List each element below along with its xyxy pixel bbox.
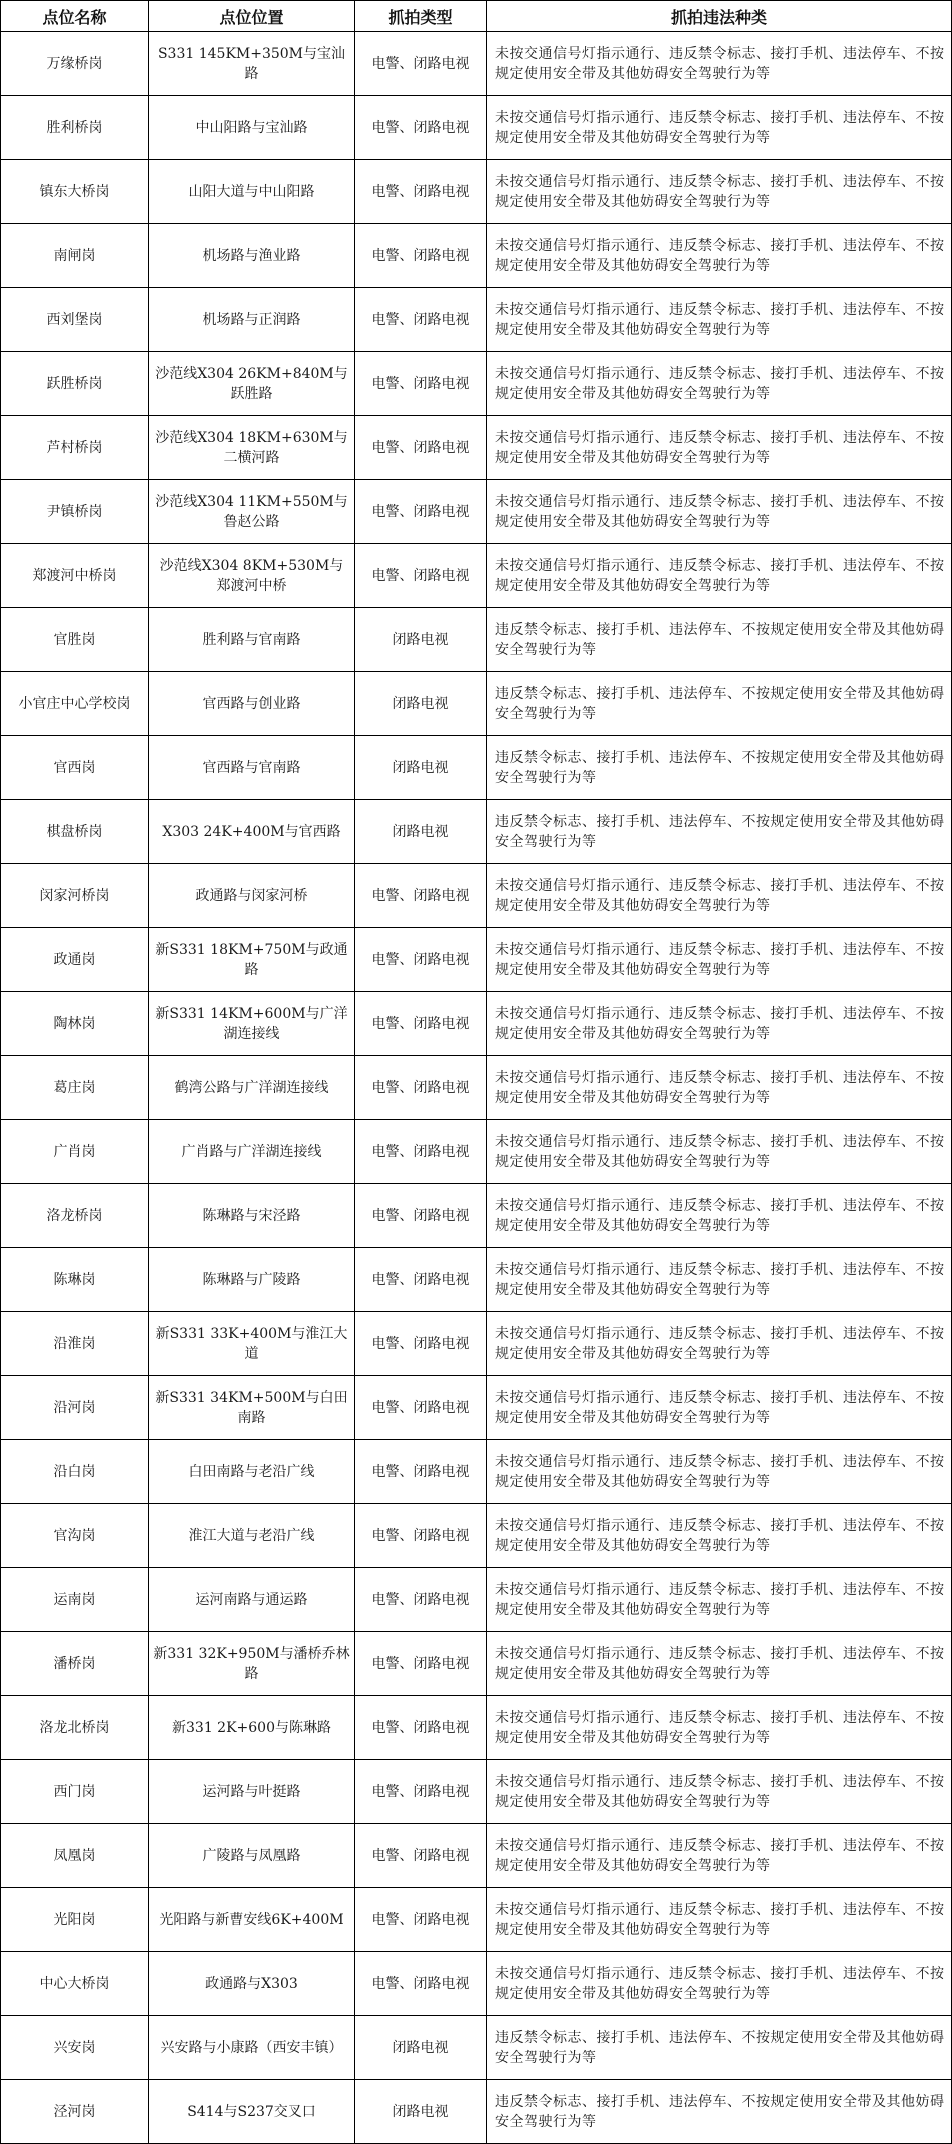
table-row [1, 1824, 952, 1888]
table-row [1, 1376, 952, 1440]
point-location-cell: X303 24K+400M与官西路 [149, 800, 355, 864]
point-location-cell: 胜利路与官南路 [149, 608, 355, 672]
violation-types-cell: 未按交通信号灯指示通行、违反禁令标志、接打手机、违法停车、不按规定使用安全带及其他妨碍安全驾驶行为等 [487, 928, 952, 992]
violation-types-cell: 未按交通信号灯指示通行、违反禁令标志、接打手机、违法停车、不按规定使用安全带及其他妨碍安全驾驶行为等 [487, 1568, 952, 1632]
table-row [1, 1952, 952, 2016]
capture-type-cell: 电警、闭路电视 [355, 480, 487, 544]
header-violation-types: 抓拍违法种类 [487, 1, 952, 32]
violation-types-cell: 违反禁令标志、接打手机、违法停车、不按规定使用安全带及其他妨碍安全驾驶行为等 [487, 608, 952, 672]
point-name-cell: 泾河岗 [1, 2080, 149, 2144]
violation-types-cell: 违反禁令标志、接打手机、违法停车、不按规定使用安全带及其他妨碍安全驾驶行为等 [487, 736, 952, 800]
point-location-cell: 官西路与官南路 [149, 736, 355, 800]
table-row [1, 1696, 952, 1760]
violation-types-cell: 未按交通信号灯指示通行、违反禁令标志、接打手机、违法停车、不按规定使用安全带及其他妨碍安全驾驶行为等 [487, 1632, 952, 1696]
violation-types-cell: 未按交通信号灯指示通行、违反禁令标志、接打手机、违法停车、不按规定使用安全带及其他妨碍安全驾驶行为等 [487, 1312, 952, 1376]
point-location-cell: S331 145KM+350M与宝汕路 [149, 32, 355, 96]
point-name-cell: 郑渡河中桥岗 [1, 544, 149, 608]
capture-type-cell: 电警、闭路电视 [355, 416, 487, 480]
capture-type-cell: 电警、闭路电视 [355, 96, 487, 160]
capture-type-cell: 电警、闭路电视 [355, 992, 487, 1056]
point-location-cell: 沙范线X304 18KM+630M与二横河路 [149, 416, 355, 480]
violation-types-cell: 未按交通信号灯指示通行、违反禁令标志、接打手机、违法停车、不按规定使用安全带及其他妨碍安全驾驶行为等 [487, 224, 952, 288]
point-name-cell: 尹镇桥岗 [1, 480, 149, 544]
point-name-cell: 官沟岗 [1, 1504, 149, 1568]
point-name-cell: 镇东大桥岗 [1, 160, 149, 224]
table-row [1, 1760, 952, 1824]
violation-types-cell: 未按交通信号灯指示通行、违反禁令标志、接打手机、违法停车、不按规定使用安全带及其他妨碍安全驾驶行为等 [487, 1120, 952, 1184]
point-location-cell: 广肖路与广洋湖连接线 [149, 1120, 355, 1184]
table-row [1, 864, 952, 928]
point-location-cell: 陈琳路与宋泾路 [149, 1184, 355, 1248]
violation-types-cell: 未按交通信号灯指示通行、违反禁令标志、接打手机、违法停车、不按规定使用安全带及其他妨碍安全驾驶行为等 [487, 1376, 952, 1440]
header-capture-type: 抓拍类型 [355, 1, 487, 32]
capture-type-cell: 闭路电视 [355, 2080, 487, 2144]
table-row [1, 480, 952, 544]
capture-type-cell: 闭路电视 [355, 608, 487, 672]
capture-type-cell: 电警、闭路电视 [355, 1888, 487, 1952]
table-row [1, 224, 952, 288]
capture-type-cell: 电警、闭路电视 [355, 1248, 487, 1312]
point-name-cell: 凤凰岗 [1, 1824, 149, 1888]
point-name-cell: 闵家河桥岗 [1, 864, 149, 928]
violation-types-cell: 未按交通信号灯指示通行、违反禁令标志、接打手机、违法停车、不按规定使用安全带及其他妨碍安全驾驶行为等 [487, 160, 952, 224]
violation-types-cell: 违反禁令标志、接打手机、违法停车、不按规定使用安全带及其他妨碍安全驾驶行为等 [487, 2080, 952, 2144]
violation-types-cell: 未按交通信号灯指示通行、违反禁令标志、接打手机、违法停车、不按规定使用安全带及其他妨碍安全驾驶行为等 [487, 32, 952, 96]
point-name-cell: 西刘堡岗 [1, 288, 149, 352]
point-name-cell: 洛龙北桥岗 [1, 1696, 149, 1760]
violation-types-cell: 未按交通信号灯指示通行、违反禁令标志、接打手机、违法停车、不按规定使用安全带及其他妨碍安全驾驶行为等 [487, 480, 952, 544]
table-row [1, 2016, 952, 2080]
capture-type-cell: 闭路电视 [355, 2016, 487, 2080]
violation-types-cell: 违反禁令标志、接打手机、违法停车、不按规定使用安全带及其他妨碍安全驾驶行为等 [487, 672, 952, 736]
violation-types-cell: 未按交通信号灯指示通行、违反禁令标志、接打手机、违法停车、不按规定使用安全带及其他妨碍安全驾驶行为等 [487, 1888, 952, 1952]
violation-types-cell: 未按交通信号灯指示通行、违反禁令标志、接打手机、违法停车、不按规定使用安全带及其他妨碍安全驾驶行为等 [487, 1504, 952, 1568]
capture-type-cell: 电警、闭路电视 [355, 864, 487, 928]
violation-types-cell: 未按交通信号灯指示通行、违反禁令标志、接打手机、违法停车、不按规定使用安全带及其他妨碍安全驾驶行为等 [487, 544, 952, 608]
capture-type-cell: 电警、闭路电视 [355, 1184, 487, 1248]
point-name-cell: 光阳岗 [1, 1888, 149, 1952]
table-row [1, 800, 952, 864]
point-location-cell: 新S331 18KM+750M与政通路 [149, 928, 355, 992]
point-name-cell: 广肖岗 [1, 1120, 149, 1184]
table-row [1, 160, 952, 224]
violation-types-cell: 未按交通信号灯指示通行、违反禁令标志、接打手机、违法停车、不按规定使用安全带及其他妨碍安全驾驶行为等 [487, 1696, 952, 1760]
point-name-cell: 万缘桥岗 [1, 32, 149, 96]
point-name-cell: 运南岗 [1, 1568, 149, 1632]
violation-types-cell: 未按交通信号灯指示通行、违反禁令标志、接打手机、违法停车、不按规定使用安全带及其他妨碍安全驾驶行为等 [487, 1184, 952, 1248]
table-row [1, 992, 952, 1056]
table-row [1, 32, 952, 96]
capture-type-cell: 电警、闭路电视 [355, 1440, 487, 1504]
point-location-cell: 官西路与创业路 [149, 672, 355, 736]
point-name-cell: 陶林岗 [1, 992, 149, 1056]
capture-type-cell: 电警、闭路电视 [355, 352, 487, 416]
table-row [1, 1248, 952, 1312]
point-name-cell: 芦村桥岗 [1, 416, 149, 480]
capture-type-cell: 电警、闭路电视 [355, 928, 487, 992]
point-name-cell: 跃胜桥岗 [1, 352, 149, 416]
violation-types-cell: 未按交通信号灯指示通行、违反禁令标志、接打手机、违法停车、不按规定使用安全带及其他妨碍安全驾驶行为等 [487, 96, 952, 160]
point-location-cell: 沙范线X304 8KM+530M与郑渡河中桥 [149, 544, 355, 608]
point-name-cell: 沿淮岗 [1, 1312, 149, 1376]
capture-type-cell: 电警、闭路电视 [355, 1312, 487, 1376]
point-name-cell: 潘桥岗 [1, 1632, 149, 1696]
point-location-cell: 新S331 14KM+600M与广洋湖连接线 [149, 992, 355, 1056]
violation-types-cell: 未按交通信号灯指示通行、违反禁令标志、接打手机、违法停车、不按规定使用安全带及其他妨碍安全驾驶行为等 [487, 1760, 952, 1824]
capture-type-cell: 电警、闭路电视 [355, 1504, 487, 1568]
point-location-cell: 兴安路与小康路（西安丰镇） [149, 2016, 355, 2080]
table-row [1, 1184, 952, 1248]
capture-type-cell: 电警、闭路电视 [355, 160, 487, 224]
violation-types-cell: 未按交通信号灯指示通行、违反禁令标志、接打手机、违法停车、不按规定使用安全带及其他妨碍安全驾驶行为等 [487, 864, 952, 928]
violation-types-cell: 未按交通信号灯指示通行、违反禁令标志、接打手机、违法停车、不按规定使用安全带及其他妨碍安全驾驶行为等 [487, 1952, 952, 2016]
capture-type-cell: 电警、闭路电视 [355, 1568, 487, 1632]
point-location-cell: 新S331 33K+400M与淮江大道 [149, 1312, 355, 1376]
point-location-cell: 机场路与渔业路 [149, 224, 355, 288]
capture-type-cell: 电警、闭路电视 [355, 224, 487, 288]
table-row [1, 96, 952, 160]
violation-types-cell: 未按交通信号灯指示通行、违反禁令标志、接打手机、违法停车、不按规定使用安全带及其他妨碍安全驾驶行为等 [487, 1824, 952, 1888]
table-header-row [1, 1, 952, 32]
table-row [1, 544, 952, 608]
point-location-cell: 政通路与X303 [149, 1952, 355, 2016]
point-location-cell: 运河路与叶挺路 [149, 1760, 355, 1824]
table-body [1, 32, 952, 2144]
point-location-cell: 新331 32K+950M与潘桥乔林路 [149, 1632, 355, 1696]
capture-type-cell: 闭路电视 [355, 736, 487, 800]
capture-type-cell: 闭路电视 [355, 800, 487, 864]
point-name-cell: 沿白岗 [1, 1440, 149, 1504]
violation-types-cell: 未按交通信号灯指示通行、违反禁令标志、接打手机、违法停车、不按规定使用安全带及其他妨碍安全驾驶行为等 [487, 992, 952, 1056]
table-row [1, 736, 952, 800]
point-location-cell: 光阳路与新曹安线6K+400M [149, 1888, 355, 1952]
capture-type-cell: 闭路电视 [355, 672, 487, 736]
table-row [1, 1568, 952, 1632]
table-row [1, 1632, 952, 1696]
capture-type-cell: 电警、闭路电视 [355, 1952, 487, 2016]
point-location-cell: 陈琳路与广陵路 [149, 1248, 355, 1312]
table-row [1, 416, 952, 480]
table-row [1, 288, 952, 352]
capture-type-cell: 电警、闭路电视 [355, 1376, 487, 1440]
table-row [1, 2080, 952, 2144]
table-row [1, 608, 952, 672]
point-name-cell: 葛庄岗 [1, 1056, 149, 1120]
violation-types-cell: 未按交通信号灯指示通行、违反禁令标志、接打手机、违法停车、不按规定使用安全带及其他妨碍安全驾驶行为等 [487, 416, 952, 480]
table-row [1, 1056, 952, 1120]
header-point-location: 点位位置 [149, 1, 355, 32]
point-location-cell: 沙范线X304 26KM+840M与跃胜路 [149, 352, 355, 416]
capture-type-cell: 电警、闭路电视 [355, 1760, 487, 1824]
violation-types-cell: 未按交通信号灯指示通行、违反禁令标志、接打手机、违法停车、不按规定使用安全带及其他妨碍安全驾驶行为等 [487, 288, 952, 352]
point-location-cell: 广陵路与凤凰路 [149, 1824, 355, 1888]
violation-types-cell: 违反禁令标志、接打手机、违法停车、不按规定使用安全带及其他妨碍安全驾驶行为等 [487, 800, 952, 864]
point-location-cell: 新331 2K+600与陈琳路 [149, 1696, 355, 1760]
table-row [1, 1120, 952, 1184]
table-row [1, 1504, 952, 1568]
capture-type-cell: 电警、闭路电视 [355, 1632, 487, 1696]
capture-type-cell: 电警、闭路电视 [355, 1696, 487, 1760]
point-location-cell: 政通路与闵家河桥 [149, 864, 355, 928]
point-name-cell: 官西岗 [1, 736, 149, 800]
point-name-cell: 胜利桥岗 [1, 96, 149, 160]
point-location-cell: 机场路与正润路 [149, 288, 355, 352]
point-name-cell: 官胜岗 [1, 608, 149, 672]
table-row [1, 1888, 952, 1952]
table-row [1, 928, 952, 992]
capture-type-cell: 电警、闭路电视 [355, 32, 487, 96]
point-name-cell: 南闸岗 [1, 224, 149, 288]
point-name-cell: 政通岗 [1, 928, 149, 992]
table-row [1, 672, 952, 736]
point-location-cell: 淮江大道与老沿广线 [149, 1504, 355, 1568]
capture-type-cell: 电警、闭路电视 [355, 1056, 487, 1120]
point-name-cell: 陈琳岗 [1, 1248, 149, 1312]
violation-types-cell: 未按交通信号灯指示通行、违反禁令标志、接打手机、违法停车、不按规定使用安全带及其他妨碍安全驾驶行为等 [487, 1056, 952, 1120]
point-location-cell: 运河南路与通运路 [149, 1568, 355, 1632]
point-location-cell: 白田南路与老沿广线 [149, 1440, 355, 1504]
violation-types-cell: 未按交通信号灯指示通行、违反禁令标志、接打手机、违法停车、不按规定使用安全带及其他妨碍安全驾驶行为等 [487, 352, 952, 416]
point-name-cell: 洛龙桥岗 [1, 1184, 149, 1248]
point-location-cell: S414与S237交叉口 [149, 2080, 355, 2144]
point-name-cell: 西门岗 [1, 1760, 149, 1824]
capture-type-cell: 电警、闭路电视 [355, 544, 487, 608]
point-name-cell: 兴安岗 [1, 2016, 149, 2080]
capture-type-cell: 电警、闭路电视 [355, 1824, 487, 1888]
header-point-name: 点位名称 [1, 1, 149, 32]
point-name-cell: 沿河岗 [1, 1376, 149, 1440]
point-location-cell: 山阳大道与中山阳路 [149, 160, 355, 224]
violation-types-cell: 未按交通信号灯指示通行、违反禁令标志、接打手机、违法停车、不按规定使用安全带及其他妨碍安全驾驶行为等 [487, 1248, 952, 1312]
violation-types-cell: 未按交通信号灯指示通行、违反禁令标志、接打手机、违法停车、不按规定使用安全带及其他妨碍安全驾驶行为等 [487, 1440, 952, 1504]
capture-type-cell: 电警、闭路电视 [355, 1120, 487, 1184]
point-location-cell: 新S331 34KM+500M与白田南路 [149, 1376, 355, 1440]
point-name-cell: 中心大桥岗 [1, 1952, 149, 2016]
point-location-cell: 鹤湾公路与广洋湖连接线 [149, 1056, 355, 1120]
table-row [1, 1312, 952, 1376]
violation-types-cell: 违反禁令标志、接打手机、违法停车、不按规定使用安全带及其他妨碍安全驾驶行为等 [487, 2016, 952, 2080]
point-name-cell: 棋盘桥岗 [1, 800, 149, 864]
table-row [1, 1440, 952, 1504]
point-name-cell: 小官庄中心学校岗 [1, 672, 149, 736]
point-location-cell: 中山阳路与宝汕路 [149, 96, 355, 160]
table-row [1, 352, 952, 416]
capture-type-cell: 电警、闭路电视 [355, 288, 487, 352]
point-location-cell: 沙范线X304 11KM+550M与鲁赵公路 [149, 480, 355, 544]
